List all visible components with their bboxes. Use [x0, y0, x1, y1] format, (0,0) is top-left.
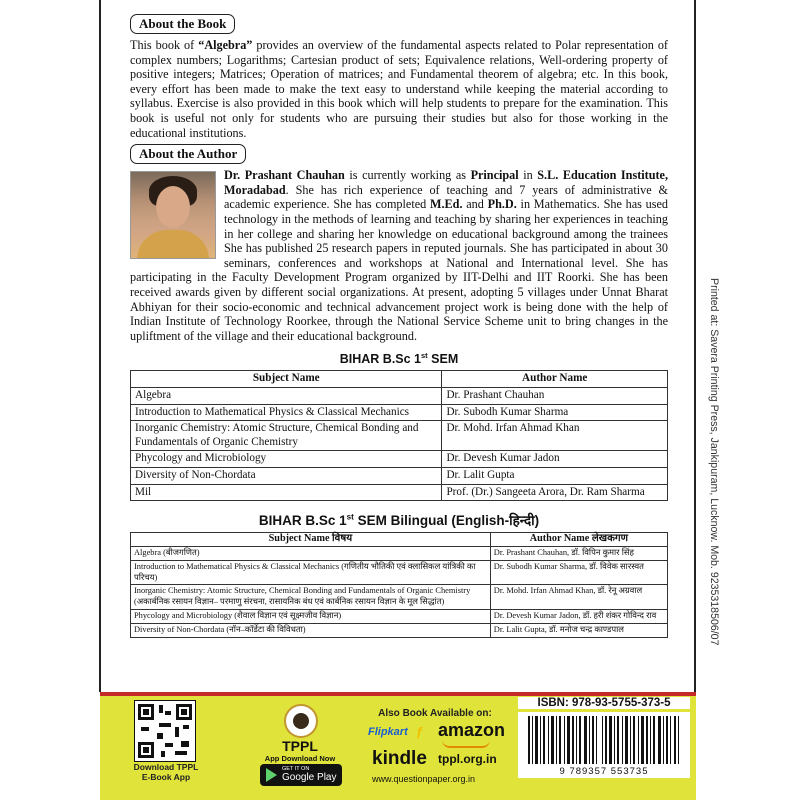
tppl-website-link[interactable]: tppl.org.in [438, 752, 497, 766]
table-row: Introduction to Mathematical Physics & Classical Mechanics (गणितीय भौतिकी एवं क्लासिकल यांत्रिकी का परिचय) Dr. Subodh Kumar Sharma, डॉ. विवेक सारस्वत [131, 560, 668, 585]
available-on-text: Also Book Available on: [378, 708, 492, 719]
barcode-number: 9 789357 553735 [559, 766, 649, 777]
author-section [130, 168, 668, 343]
subjects-table [130, 370, 668, 501]
table-row: Mil Prof. (Dr.) Sangeeta Arora, Dr. Ram Sharma [131, 484, 668, 501]
qr-code-icon[interactable] [134, 700, 196, 762]
tppl-brand: TPPL [282, 738, 318, 754]
app-download-text: App Download Now [264, 754, 336, 763]
table-row: Diversity of Non-Chordata Dr. Lalit Gupta [131, 468, 668, 485]
author-photo [130, 171, 216, 259]
tppl-logo-icon [284, 704, 318, 738]
about-author-paragraph: Dr. Prashant Chauhan is currently working as Principal in S.L. Education Institute, Moradabad. She has rich experience of teaching and 7 years of administrative & academic experience. She has completed M.Ed. and Ph.D. in Mathematics. She has used technology in the methods of learning and teaching by sharing her experiences in teaching in her college and sharing her knowledge on educational background among the trainees She has published 25 research papers in reputed journals. She has participated in about 30 seminars, conferences and workshops at National and International level. She has participating in the Faculty Development Program organized by IIT-Delhi and IIT Roorki. She has been received awards given by different social organizations. At present, adopting 5 villages under Unnat Bharat Abhiyan for their socio-economic and technical advancement project work is being done with the help of Indian Institute of Technology Roorkee, through the National Service Scheme unit to bring changes in the upliftment of the village and their educational background. [130, 168, 668, 343]
amazon-logo[interactable]: amazon [438, 720, 506, 740]
amazon-smile-icon [442, 740, 490, 748]
table-row: Algebra (बीजगणित) Dr. Prashant Chauhan, डॉ. विपिन कुमार सिंह [131, 546, 668, 560]
about-author-heading: About the Author [130, 144, 246, 164]
table-row: Introduction to Mathematical Physics & Classical Mechanics Dr. Subodh Kumar Sharma [131, 404, 668, 421]
play-store-icon [266, 768, 277, 782]
google-play-button[interactable]: GET IT ON Google Play [260, 764, 342, 786]
table-row: Phycology and Microbiology (शैवाल विज्ञान एवं सूक्ष्मजीव विज्ञान) Dr. Devesh Kumar Jadon, डॉ. हरी शंकर गोविन्द राव [131, 609, 668, 623]
right-border-line [694, 0, 696, 692]
bilingual-subjects-table [130, 532, 668, 637]
table2-title: BIHAR B.Sc 1st SEM Bilingual (English-हिन्दी) [258, 512, 540, 529]
flipkart-icon: ƒ [416, 724, 424, 739]
qr-caption: Download TPPL E-Book App [133, 762, 199, 782]
kindle-logo[interactable]: kindle [372, 748, 427, 769]
main-content [130, 14, 668, 638]
flipkart-logo[interactable]: Flipkart [368, 726, 408, 738]
printer-info: Printed at: Savera Printing Press, Jankipuram, Lucknow. Mob. 9235318506/07 [708, 278, 720, 646]
table-row: Diversity of Non-Chordata (नॉन–कॉर्डेटा की विविधता) Dr. Lalit Gupta, डॉ. मनोज चन्द्र काण्डपाल [131, 623, 668, 637]
book-title: “Algebra” [198, 38, 253, 52]
footer-band [100, 692, 696, 800]
table1-title: BIHAR B.Sc 1st SEM [339, 351, 459, 367]
table-row: Phycology and Microbiology Dr. Devesh Kumar Jadon [131, 451, 668, 468]
table-row: Inorganic Chemistry: Atomic Structure, Chemical Bonding and Fundamentals of Organic Chemistry Dr. Mohd. Irfan Ahmad Khan [131, 421, 668, 451]
left-border-line [99, 0, 101, 692]
isbn-label: ISBN: 978-93-5755-373-5 [518, 697, 690, 709]
footer-accent-strip [100, 692, 696, 696]
about-book-paragraph: This book of “Algebra” provides an overview of the fundamental aspects related to Polar representation of complex numbers; Logarithms; Cartesian product of sets; Equivalence relations, Well-ordering property of positive integers; Matrices; Operation of matrices; and Fundamental theorem of algebra; etc. In this book, every effort has been made to make the text easy to understand while keeping the material according to syllabus. Exercise is also provided in this book which will help students to prepare for the examination. This book is useful not only for students who are pursuing their studies but also for those working in the educational institutions. [130, 38, 668, 140]
table-row: Algebra Dr. Prashant Chauhan [131, 388, 668, 405]
col-author-header: Author Name लेखकगण [490, 533, 667, 547]
col-subject-header: Subject Name [131, 371, 442, 388]
table-row: Inorganic Chemistry: Atomic Structure, Chemical Bonding and Fundamentals of Organic Chemistry (अकार्बनिक रसायन विज्ञान– परमाणु संरचना, रासायनिक बंध एवं कार्बनिक रसायन विज्ञान के मूल सिद्धांत) Dr. Mohd. Irfan Ahmad Khan, डॉ. रेनू अग्रवाल [131, 585, 668, 610]
col-subject-header: Subject Name विषय [131, 533, 491, 547]
col-author-header: Author Name [442, 371, 668, 388]
questionpaper-website-link[interactable]: www.questionpaper.org.in [372, 774, 476, 784]
author-name: Dr. Prashant Chauhan [224, 168, 345, 183]
about-book-heading: About the Book [130, 14, 235, 34]
